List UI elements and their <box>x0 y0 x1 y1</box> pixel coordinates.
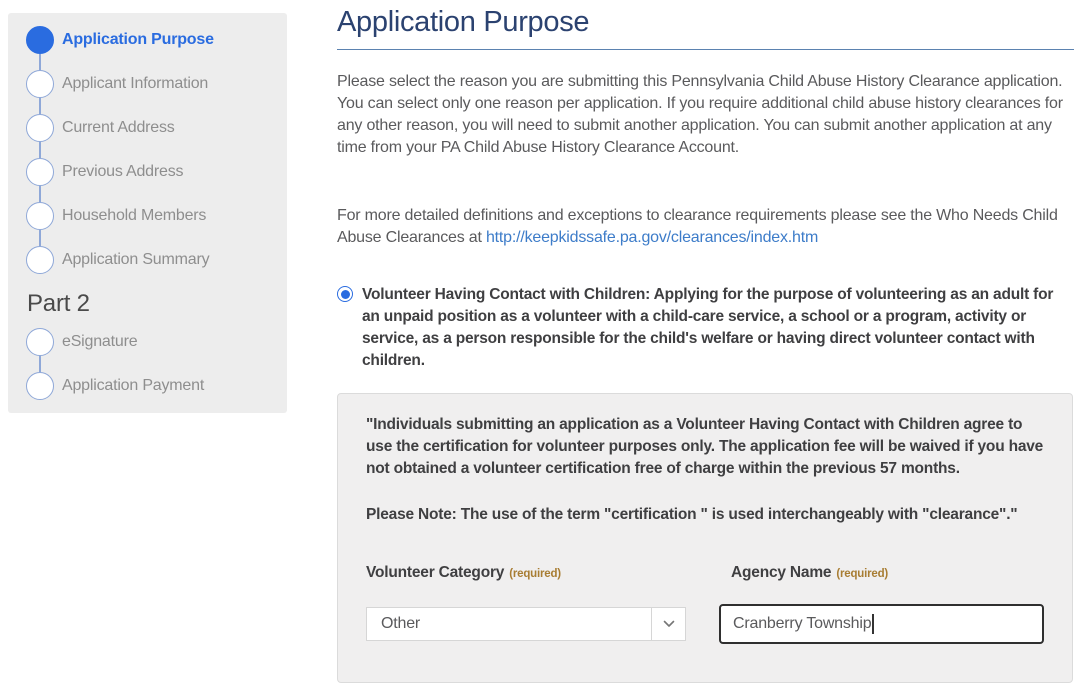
page-title-bar <box>337 0 1074 50</box>
page-title: Application Purpose <box>337 6 590 38</box>
step-label: Application Payment <box>62 377 205 394</box>
step-connector-line <box>39 98 41 114</box>
agency-name-label: Agency Name (required) <box>731 564 889 581</box>
volunteer-details-panel <box>337 393 1073 683</box>
step-label: Current Address <box>62 119 175 136</box>
volunteer-agreement-text: "Individuals submitting an application as a Volunteer Having Contact with Children agree to use the certification for volunteer purposes only. The application fee will be waived if you have not obtained a volunteer certification free of charge within the previous 57 months. <box>366 416 1044 477</box>
step-connector-line <box>39 186 41 202</box>
step-circle-icon <box>26 70 54 98</box>
agency-name-field <box>719 564 1044 644</box>
radio-dot-icon <box>341 290 350 299</box>
step-application-summary[interactable] <box>8 238 287 282</box>
step-circle-icon <box>26 202 54 230</box>
agency-name-value: Cranberry Township <box>733 615 872 632</box>
step-connector-line <box>39 54 41 70</box>
definitions-text: For more detailed definitions and exceptions to clearance requirements please see the Who Needs Child Abuse Clearances at <box>337 207 1058 246</box>
step-circle-icon <box>26 158 54 186</box>
part2-heading: Part 2 <box>27 290 90 317</box>
main-content <box>337 0 1074 683</box>
step-label: Application Purpose <box>62 31 214 48</box>
text-caret <box>872 614 874 634</box>
step-label: Previous Address <box>62 163 184 180</box>
step-circle-icon <box>26 328 54 356</box>
step-label: Applicant Information <box>62 75 209 92</box>
step-circle-icon <box>26 372 54 400</box>
volunteer-fields-row <box>366 564 1044 644</box>
application-progress-sidebar <box>8 13 287 413</box>
intro-paragraph: Please select the reason you are submitting this Pennsylvania Child Abuse History Clearance application. You can select only one reason per application. If you require additional child abuse history clearances for any other reason, you will need to submit another application. You can submit another application at any time from your PA Child Abuse History Clearance Account. <box>337 73 1063 156</box>
agency-name-input[interactable] <box>719 604 1044 644</box>
volunteer-radio-selected[interactable] <box>337 286 353 302</box>
volunteer-category-select[interactable] <box>366 607 686 641</box>
volunteer-option-label[interactable]: Volunteer Having Contact with Children: Applying for the purpose of volunteering as an adult for an unpaid position as a volunteer with a child-care service, a school or a program, activity or service, as a person responsible for the child's welfare or having direct volunteer contact with children. <box>362 286 1054 369</box>
step-esignature[interactable] <box>8 320 287 364</box>
step-label: Application Summary <box>62 251 210 268</box>
volunteer-category-field <box>366 564 686 644</box>
step-connector-line <box>39 356 41 372</box>
step-current-address[interactable] <box>8 106 287 150</box>
certification-note-text: Please Note: The use of the term "certification " is used interchangeably with "clearance"." <box>366 506 1018 523</box>
required-tag: (required) <box>509 568 561 580</box>
required-tag: (required) <box>836 568 889 580</box>
keepkidssafe-link[interactable]: http://keepkidssafe.pa.gov/clearances/index.htm <box>485 229 819 246</box>
step-circle-icon <box>26 114 54 142</box>
volunteer-purpose-option <box>337 284 1074 372</box>
step-circle-filled-icon <box>26 26 54 54</box>
step-connector-line <box>39 142 41 158</box>
step-applicant-information[interactable] <box>8 62 287 106</box>
step-previous-address[interactable] <box>8 150 287 194</box>
definitions-paragraph <box>337 205 1074 249</box>
step-label: Household Members <box>62 207 207 224</box>
volunteer-category-label: Volunteer Category (required) <box>366 564 561 581</box>
steps-part1 <box>8 18 287 282</box>
step-circle-icon <box>26 246 54 274</box>
volunteer-category-value: Other <box>381 615 421 632</box>
step-application-purpose[interactable] <box>8 18 287 62</box>
steps-part2 <box>8 320 287 408</box>
step-application-payment[interactable] <box>8 364 287 408</box>
step-label: eSignature <box>62 333 138 350</box>
chevron-down-icon[interactable] <box>651 608 685 640</box>
step-household-members[interactable] <box>8 194 287 238</box>
step-connector-line <box>39 230 41 246</box>
